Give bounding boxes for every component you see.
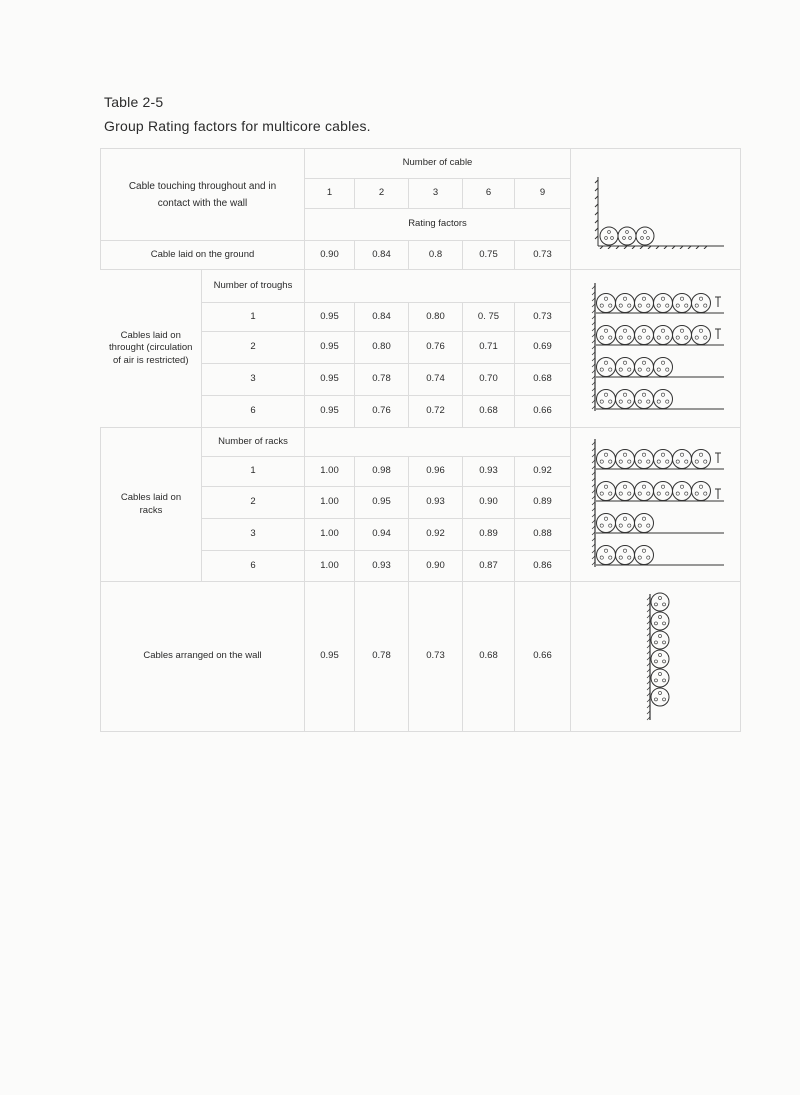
ground-value: 0.84: [355, 241, 409, 270]
cable-symbol: [653, 357, 672, 376]
rack-value: 0.93: [409, 487, 463, 519]
table-title: Group Rating factors for multicore cables.: [104, 118, 371, 134]
rack-value: 0.89: [463, 519, 515, 551]
cable-symbol: [634, 545, 653, 564]
trough-value: 0.74: [409, 364, 463, 396]
trough-count: 2: [202, 332, 305, 364]
rack-count: 6: [202, 551, 305, 582]
trough-value: 0.68: [463, 396, 515, 428]
cable-symbol: [634, 325, 653, 344]
wall-description: Cable touching throughout and in contact with the wall: [128, 180, 277, 209]
rack-count: 2: [202, 487, 305, 519]
troughs-diagram: [571, 270, 741, 428]
wall-value: 0.73: [409, 582, 463, 732]
wall-description-cell: [101, 149, 305, 241]
cable-symbol: [596, 389, 615, 408]
trough-value: 0.80: [409, 303, 463, 332]
ground-value: 0.75: [463, 241, 515, 270]
ground-value: 0.73: [515, 241, 571, 270]
trough-value: 0.69: [515, 332, 571, 364]
cable-count-3: 3: [409, 179, 463, 209]
rack-value: 1.00: [305, 487, 355, 519]
cable-symbol: [615, 325, 634, 344]
cable-symbol: [596, 545, 615, 564]
cable-symbol: [596, 513, 615, 532]
rack-value: 0.88: [515, 519, 571, 551]
cable-symbol: [653, 481, 672, 500]
rack-value: 1.00: [305, 551, 355, 582]
ground-value: 0.8: [409, 241, 463, 270]
cable-symbol: [615, 357, 634, 376]
cable-symbol: [615, 389, 634, 408]
rack-value: 0.90: [463, 487, 515, 519]
ground-value: 0.90: [305, 241, 355, 270]
cable-symbol: [691, 293, 710, 312]
rack-value: 0.89: [515, 487, 571, 519]
trough-value: 0.71: [463, 332, 515, 364]
racks-subheader: Number of racks: [202, 428, 305, 457]
cable-symbol: [634, 449, 653, 468]
trough-count: 6: [202, 396, 305, 428]
cable-symbol: [596, 325, 615, 344]
cable-symbol: [634, 293, 653, 312]
cable-symbol: [672, 293, 691, 312]
cable-count-9: 9: [515, 179, 571, 209]
trough-value: 0.76: [409, 332, 463, 364]
wall-value: 0.78: [355, 582, 409, 732]
rack-value: 0.92: [515, 457, 571, 487]
cable-symbol: [651, 688, 669, 706]
rack-value: 0.90: [409, 551, 463, 582]
cable-symbol: [596, 481, 615, 500]
cable-symbol: [651, 650, 669, 668]
rating-factors-header: Rating factors: [305, 209, 571, 241]
rating-factors-table: [100, 148, 741, 732]
cable-symbol: [691, 325, 710, 344]
cable-symbol: [634, 357, 653, 376]
cable-symbol: [672, 449, 691, 468]
cable-symbol: [653, 449, 672, 468]
number-of-cable-header: Number of cable: [305, 149, 571, 179]
trough-value: 0.73: [515, 303, 571, 332]
rack-value: 0.96: [409, 457, 463, 487]
cable-count-1: 1: [305, 179, 355, 209]
cable-symbol: [634, 389, 653, 408]
cable-symbol: [651, 612, 669, 630]
wall-label: Cables arranged on the wall: [101, 582, 305, 732]
rack-value: 0.93: [463, 457, 515, 487]
wall-value: 0.68: [463, 582, 515, 732]
cable-symbol: [691, 481, 710, 500]
trough-count: 1: [202, 303, 305, 332]
cable-symbol: [615, 481, 634, 500]
rack-value: 0.86: [515, 551, 571, 582]
troughs-subheader: Number of troughs: [202, 270, 305, 303]
rack-value: 0.95: [355, 487, 409, 519]
trough-value: 0.84: [355, 303, 409, 332]
cable-symbol: [596, 449, 615, 468]
cable-symbol: [596, 357, 615, 376]
ground-diagram: [571, 149, 741, 270]
wall-value: 0.95: [305, 582, 355, 732]
cable-symbol: [634, 513, 653, 532]
cable-symbol: [615, 545, 634, 564]
troughs-label: Cables laid on throught (circulation of air is restricted): [109, 329, 193, 366]
troughs-label-cell: [101, 270, 202, 428]
rack-value: 1.00: [305, 519, 355, 551]
trough-value: 0.72: [409, 396, 463, 428]
cable-symbol: [596, 293, 615, 312]
trough-value: 0.95: [305, 364, 355, 396]
rack-count: 3: [202, 519, 305, 551]
cable-symbol: [651, 669, 669, 687]
rack-value: 0.87: [463, 551, 515, 582]
rack-value: 0.98: [355, 457, 409, 487]
cable-symbol: [615, 293, 634, 312]
cable-symbol: [634, 481, 653, 500]
cable-count-2: 2: [355, 179, 409, 209]
cable-symbol: [653, 293, 672, 312]
rack-value: 1.00: [305, 457, 355, 487]
cable-symbol: [651, 593, 669, 611]
cable-symbol: [672, 325, 691, 344]
ground-label: Cable laid on the ground: [101, 241, 305, 270]
cable-symbol: [615, 513, 634, 532]
trough-value: 0.95: [305, 303, 355, 332]
cable-symbol: [615, 449, 634, 468]
racks-label: Cables laid on racks: [120, 492, 182, 516]
rack-value: 0.94: [355, 519, 409, 551]
trough-value: 0. 75: [463, 303, 515, 332]
rack-value: 0.92: [409, 519, 463, 551]
wall-value: 0.66: [515, 582, 571, 732]
trough-count: 3: [202, 364, 305, 396]
trough-value: 0.66: [515, 396, 571, 428]
cable-symbol: [653, 325, 672, 344]
rack-value: 0.93: [355, 551, 409, 582]
trough-value: 0.68: [515, 364, 571, 396]
trough-value: 0.78: [355, 364, 409, 396]
trough-value: 0.76: [355, 396, 409, 428]
trough-value: 0.95: [305, 396, 355, 428]
cable-symbol: [651, 631, 669, 649]
racks-label-cell: [101, 428, 202, 582]
racks-diagram: [571, 428, 741, 582]
table-number: Table 2-5: [104, 94, 164, 110]
cable-symbol: [672, 481, 691, 500]
trough-value: 0.95: [305, 332, 355, 364]
wall-diagram: [571, 582, 741, 732]
cable-symbol: [653, 389, 672, 408]
trough-value: 0.70: [463, 364, 515, 396]
trough-value: 0.80: [355, 332, 409, 364]
rack-count: 1: [202, 457, 305, 487]
cable-symbol: [691, 449, 710, 468]
cable-count-6: 6: [463, 179, 515, 209]
